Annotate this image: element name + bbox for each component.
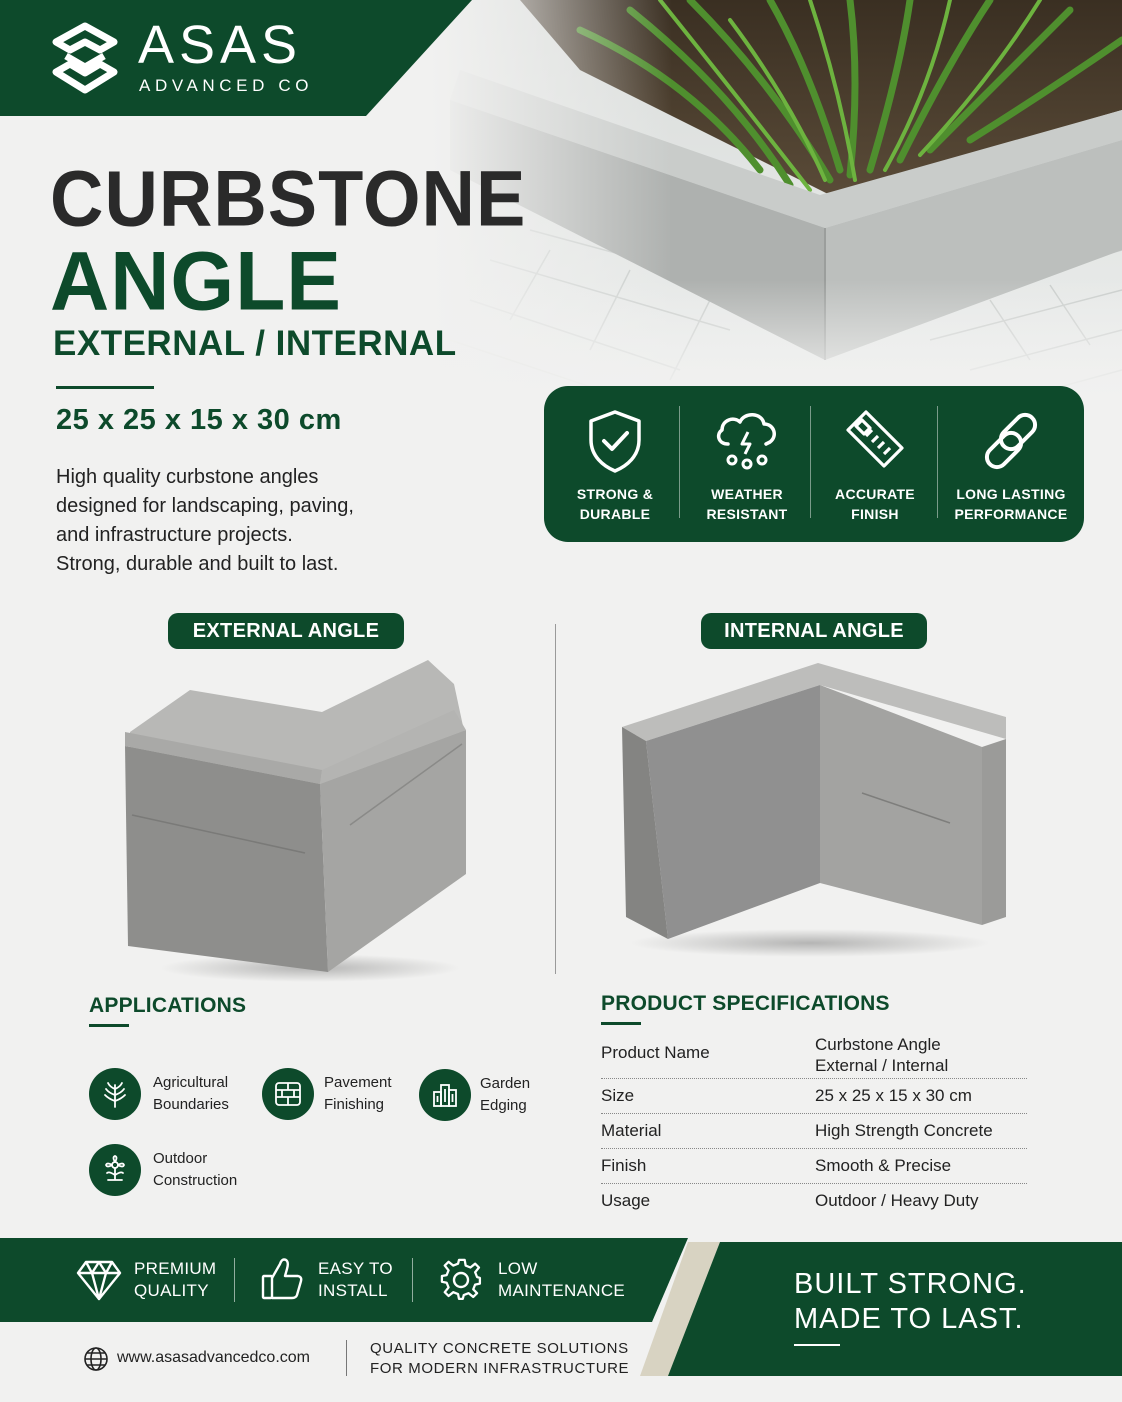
feature-separator xyxy=(679,406,680,518)
buildings-icon xyxy=(430,1080,460,1110)
title-line-1: CURBSTONE xyxy=(50,154,527,243)
chain-link-icon xyxy=(978,408,1044,474)
internal-angle-image xyxy=(610,655,1020,965)
center-divider xyxy=(555,624,556,974)
feature-label-1b: DURABLE xyxy=(579,506,651,522)
feature-bar xyxy=(544,386,1084,542)
feature-label-4b: PERFORMANCE xyxy=(954,506,1068,522)
app-label-outdoor-1: Outdoor xyxy=(153,1150,208,1167)
spec-key-product-name: Product Name xyxy=(601,1043,710,1062)
specs-rule xyxy=(601,1022,641,1025)
footer-slogan-2: FOR MODERN INFRASTRUCTURE xyxy=(370,1360,630,1377)
title-divider xyxy=(56,386,154,389)
hero-photo xyxy=(430,0,1122,400)
spec-value-material: High Strength Concrete xyxy=(815,1121,993,1140)
app-label-pavement-2: Finishing xyxy=(324,1096,385,1113)
benefit-premium xyxy=(134,1258,216,1302)
app-label-outdoor xyxy=(153,1148,237,1192)
tagline-rule xyxy=(794,1344,840,1346)
wheat-icon xyxy=(100,1079,130,1109)
cloud-rain-icon xyxy=(712,408,782,470)
app-label-agricultural-1: Agricultural xyxy=(153,1074,229,1091)
spec-value-size: 25 x 25 x 15 x 30 cm xyxy=(815,1086,972,1105)
intro-text-1: High quality curbstone angles xyxy=(56,466,319,488)
spec-divider xyxy=(601,1148,1027,1149)
feature-label-4a: LONG LASTING xyxy=(956,486,1066,502)
thumbs-up-icon xyxy=(260,1256,304,1302)
tagline-line-2: MADE TO LAST. xyxy=(794,1303,1024,1335)
feature-separator xyxy=(937,406,938,518)
website-link[interactable]: www.asasadvancedco.com xyxy=(117,1349,310,1366)
app-label-agricultural xyxy=(153,1072,229,1116)
benefit-easy-install-2: INSTALL xyxy=(318,1281,388,1300)
feature-label-3a: ACCURATE xyxy=(835,486,915,502)
feature-weather xyxy=(682,386,812,542)
app-icon-outdoor xyxy=(89,1144,141,1196)
spec-value-product-name-1: Curbstone Angle xyxy=(815,1035,941,1054)
logo-icon xyxy=(52,22,118,94)
tagline-line-1: BUILT STRONG. xyxy=(794,1268,1027,1300)
internal-angle-tag: INTERNAL ANGLE xyxy=(701,613,927,649)
app-label-pavement xyxy=(324,1072,392,1116)
applications-heading: APPLICATIONS xyxy=(89,994,247,1017)
globe-icon xyxy=(83,1346,109,1372)
intro-text-3: and infrastructure projects. xyxy=(56,524,293,546)
app-icon-garden xyxy=(419,1069,471,1121)
app-label-garden xyxy=(480,1073,530,1117)
specs-heading: PRODUCT SPECIFICATIONS xyxy=(601,992,890,1015)
benefit-separator xyxy=(234,1258,235,1302)
feature-strong xyxy=(550,386,680,542)
feature-label-2b: RESISTANT xyxy=(706,506,788,522)
shield-check-icon xyxy=(585,408,645,474)
feature-label-1a: STRONG & xyxy=(576,486,654,502)
flower-icon xyxy=(100,1155,130,1185)
intro-text-2: designed for landscaping, paving, xyxy=(56,495,354,517)
title-line-3: EXTERNAL / INTERNAL xyxy=(53,324,457,363)
app-label-garden-2: Edging xyxy=(480,1097,527,1114)
gear-icon xyxy=(440,1258,484,1302)
title-line-2: ANGLE xyxy=(50,234,342,328)
footer-slogan-1: QUALITY CONCRETE SOLUTIONS xyxy=(370,1340,629,1357)
spec-divider xyxy=(601,1113,1027,1114)
app-label-outdoor-2: Construction xyxy=(153,1172,238,1189)
app-label-garden-1: Garden xyxy=(480,1075,531,1092)
spec-value-finish: Smooth & Precise xyxy=(815,1156,952,1175)
spec-divider xyxy=(601,1183,1027,1184)
external-angle-tag: EXTERNAL ANGLE xyxy=(168,613,404,649)
spec-key-finish: Finish xyxy=(601,1156,647,1175)
app-label-pavement-1: Pavement xyxy=(324,1074,392,1091)
brand-name: ASAS xyxy=(138,15,303,75)
benefit-easy-install-1: EASY TO xyxy=(318,1259,393,1278)
bricks-icon xyxy=(273,1079,303,1109)
feature-accurate xyxy=(810,386,940,542)
benefit-low-maintenance-1: LOW xyxy=(498,1259,538,1278)
brand-subtitle: ADVANCED CO xyxy=(139,76,314,95)
feature-label-3b: FINISH xyxy=(851,506,899,522)
size-dimensions: 25 x 25 x 15 x 30 cm xyxy=(56,404,342,436)
benefit-premium-1: PREMIUM xyxy=(134,1259,217,1278)
ruler-icon xyxy=(844,408,906,470)
feature-label-2a: WEATHER xyxy=(711,486,783,502)
spec-key-material: Material xyxy=(601,1121,662,1140)
spec-divider xyxy=(601,1078,1027,1079)
benefit-low-maintenance-2: MAINTENANCE xyxy=(498,1281,626,1300)
feature-long-lasting xyxy=(946,386,1076,542)
benefit-easy-install xyxy=(318,1258,393,1302)
spec-key-usage: Usage xyxy=(601,1191,651,1210)
footer-separator xyxy=(346,1340,347,1376)
benefit-separator xyxy=(412,1258,413,1302)
spec-key-size: Size xyxy=(601,1086,635,1105)
benefit-low-maintenance xyxy=(498,1258,625,1302)
app-icon-pavement xyxy=(262,1068,314,1120)
benefit-premium-2: QUALITY xyxy=(134,1281,209,1300)
spec-value-usage: Outdoor / Heavy Duty xyxy=(815,1191,979,1210)
spec-value-product-name-2: External / Internal xyxy=(815,1056,949,1075)
external-angle-image xyxy=(110,650,480,990)
app-icon-agricultural xyxy=(89,1068,141,1120)
applications-rule xyxy=(89,1024,129,1027)
intro-text-4: Strong, durable and built to last. xyxy=(56,553,339,575)
diamond-icon xyxy=(76,1258,122,1302)
app-label-agricultural-2: Boundaries xyxy=(153,1096,229,1113)
